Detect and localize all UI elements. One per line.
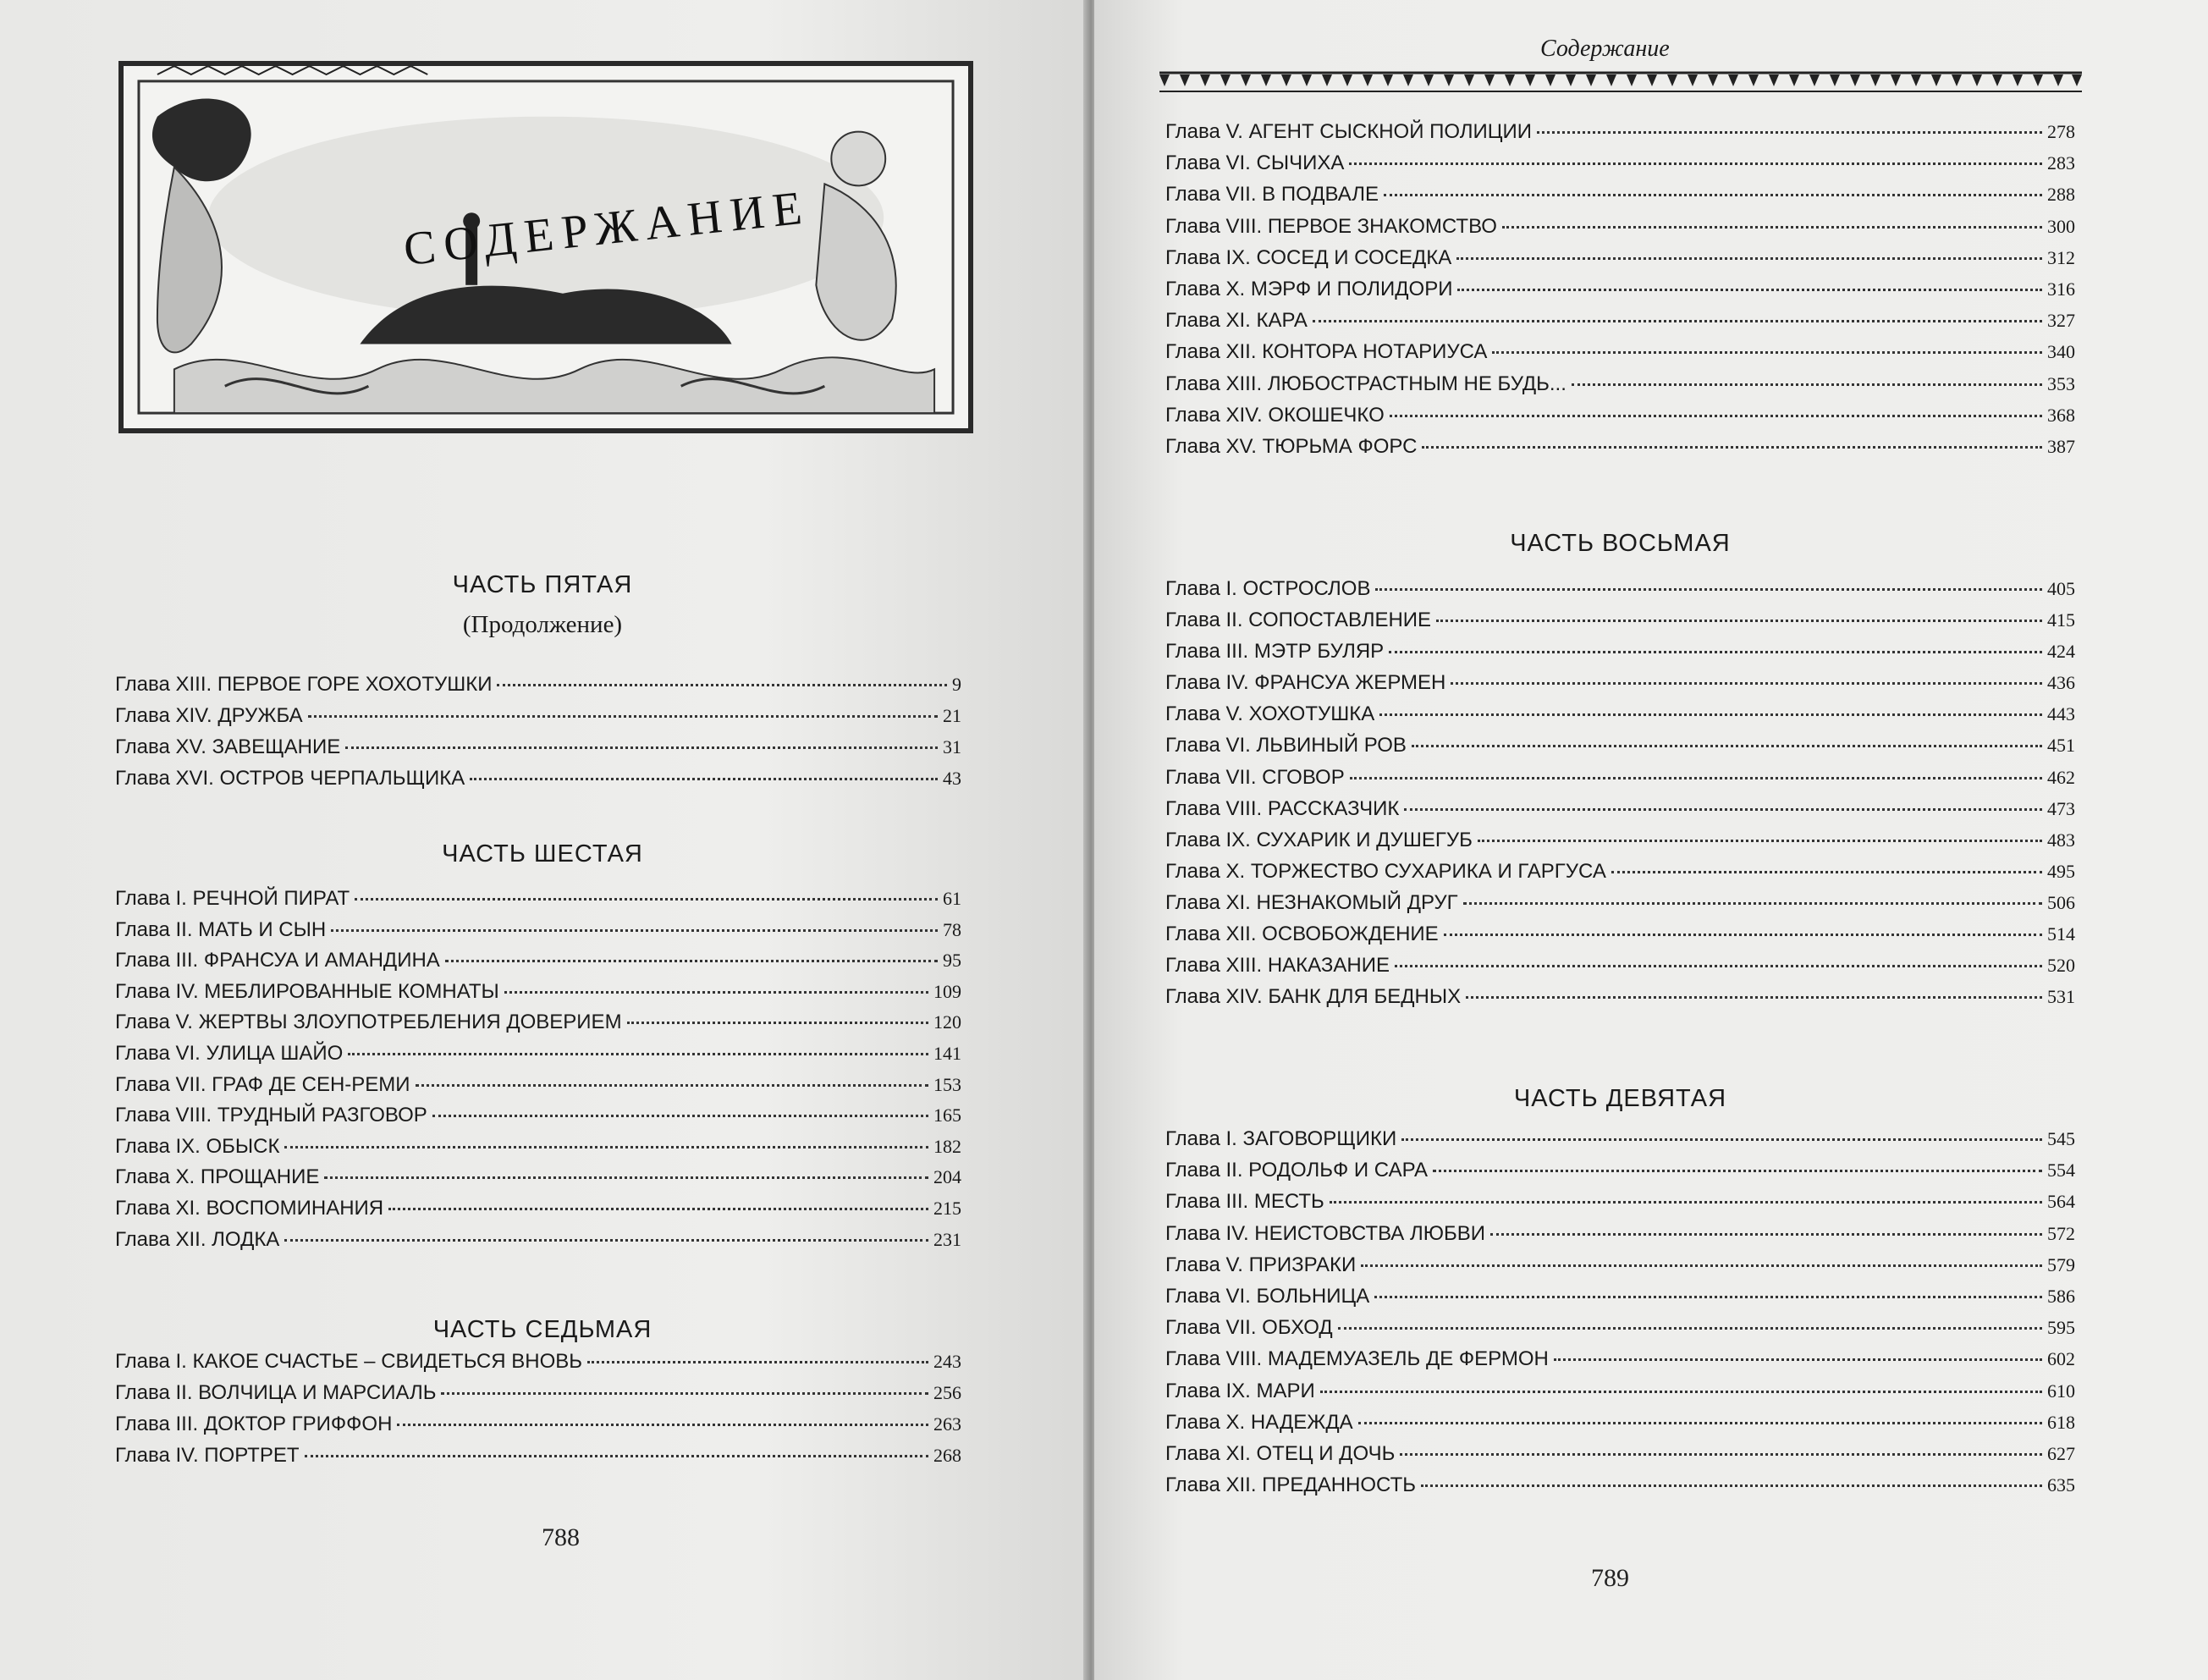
- toc-entry: [115, 949, 961, 980]
- toc-entry: [1165, 1222, 2075, 1253]
- dot-leader: [1379, 713, 2042, 716]
- chapter-title: Глава III. ДОКТОР ГРИФФОН: [115, 1413, 393, 1435]
- toc-entry: [1165, 923, 2075, 954]
- page-ref: 405: [2047, 578, 2075, 599]
- page-ref: 204: [933, 1166, 961, 1188]
- page-ref: 506: [2047, 891, 2075, 913]
- toc-entry: [115, 1228, 961, 1259]
- page-ref: 95: [943, 950, 961, 972]
- page-ref: 436: [2047, 672, 2075, 694]
- page-ref: 415: [2047, 609, 2075, 631]
- chapter-title: Глава I. ЗАГОВОРЩИКИ: [1165, 1127, 1397, 1150]
- chapter-title: Глава XII. ОСВОБОЖДЕНИЕ: [1165, 923, 1439, 946]
- page-ref: 120: [933, 1011, 961, 1033]
- toc-entry: [1165, 372, 2075, 404]
- toc-entry: [1165, 1473, 2075, 1505]
- dot-leader: [1313, 320, 2042, 322]
- page-ref: 31: [943, 736, 961, 757]
- running-header: Содержание: [1540, 36, 1670, 62]
- chapter-title: Глава VIII. ПЕРВОЕ ЗНАКОМСТВО: [1165, 214, 1497, 238]
- page-ref: 451: [2047, 735, 2075, 757]
- page-ref: 9: [952, 674, 961, 695]
- page-ref: 495: [2047, 860, 2075, 882]
- dot-leader: [284, 1239, 928, 1242]
- dot-leader: [1404, 808, 2042, 811]
- dot-leader: [432, 1115, 928, 1117]
- chapter-title: Глава XIV. ОКОШЕЧКО: [1165, 403, 1385, 427]
- page-ref: 78: [943, 918, 961, 940]
- chapter-title: Глава XII. КОНТОРА НОТАРИУСА: [1165, 340, 1488, 364]
- page-ref: 579: [2047, 1253, 2075, 1275]
- dot-leader: [1456, 257, 2042, 260]
- toc-entry: [115, 980, 961, 1011]
- chapter-title: Глава IX. МАРИ: [1165, 1379, 1315, 1402]
- dot-leader: [1401, 1138, 2042, 1141]
- toc-entry: [115, 1104, 961, 1135]
- dot-leader: [1490, 1233, 2042, 1236]
- dot-leader: [1554, 1358, 2042, 1361]
- toc-entry: [115, 1444, 961, 1475]
- toc-entry: [1165, 309, 2075, 340]
- toc-entry: [1165, 577, 2075, 609]
- section-heading: ЧАСТЬ ШЕСТАЯ: [442, 840, 643, 868]
- chapter-title: Глава II. ВОЛЧИЦА И МАРСИАЛЬ: [115, 1381, 437, 1404]
- dot-leader: [355, 898, 938, 901]
- dot-leader: [1492, 351, 2042, 354]
- chapter-title: Глава VI. БОЛЬНИЦА: [1165, 1284, 1370, 1308]
- chapter-title: Глава IX. СОСЕД И СОСЕДКА: [1165, 245, 1452, 269]
- dot-leader: [397, 1424, 928, 1426]
- page-ref: 165: [933, 1104, 961, 1126]
- chapter-title: Глава III. МЕСТЬ: [1165, 1190, 1324, 1214]
- page-ref: 263: [933, 1413, 961, 1435]
- dot-leader: [1338, 1327, 2042, 1330]
- dot-leader: [388, 1208, 928, 1210]
- dot-leader: [1572, 383, 2042, 386]
- page-ref: 141: [933, 1042, 961, 1064]
- toc-entry: [1165, 860, 2075, 891]
- dot-leader: [1611, 871, 2042, 873]
- dot-leader: [1350, 777, 2042, 779]
- page-ref: 312: [2047, 246, 2075, 268]
- toc-entry: [1165, 1411, 2075, 1442]
- page-ref: 316: [2047, 278, 2075, 300]
- page-ref: 182: [933, 1135, 961, 1157]
- chapter-title: Глава VI. СЫЧИХА: [1165, 151, 1345, 175]
- toc-list: [1165, 120, 2075, 466]
- page-ref: 340: [2047, 341, 2075, 363]
- dot-leader: [1422, 446, 2042, 449]
- page-ref: 43: [943, 768, 961, 789]
- toc-entry: [115, 673, 961, 704]
- chapter-title: Глава XIII. ЛЮБОСТРАСТНЫМ НЕ БУДЬ...: [1165, 372, 1567, 395]
- toc-list: [1165, 577, 2075, 1016]
- chapter-title: Глава VII. ГРАФ ДЕ СЕН-РЕМИ: [115, 1072, 410, 1096]
- dot-leader: [1330, 1201, 2042, 1204]
- chapter-title: Глава VIII. МАДЕМУАЗЕЛЬ ДЕ ФЕРМОН: [1165, 1347, 1549, 1371]
- dot-leader: [627, 1022, 928, 1024]
- dot-leader: [1457, 289, 2042, 291]
- dot-leader: [1463, 902, 2042, 905]
- toc-entry: [1165, 278, 2075, 309]
- toc-entry: [115, 1413, 961, 1444]
- toc-entry: [115, 767, 961, 798]
- dot-leader: [348, 1053, 928, 1055]
- chapter-title: Глава XIII. ПЕРВОЕ ГОРЕ ХОХОТУШКИ: [115, 673, 493, 696]
- toc-entry: [1165, 671, 2075, 702]
- toc-entry: [1165, 640, 2075, 671]
- toc-entry: [115, 1197, 961, 1228]
- toc-entry: [1165, 404, 2075, 435]
- toc-entry: [115, 918, 961, 950]
- dot-leader: [504, 991, 928, 994]
- chapter-title: Глава IV. МЕБЛИРОВАННЫЕ КОМНАТЫ: [115, 979, 499, 1003]
- page-ref: 21: [943, 705, 961, 726]
- dot-leader: [284, 1146, 928, 1148]
- page-ref: 554: [2047, 1159, 2075, 1182]
- toc-entry: [1165, 340, 2075, 372]
- dot-leader: [308, 715, 938, 718]
- chapter-title: Глава VI. ЛЬВИНЫЙ РОВ: [1165, 734, 1407, 757]
- dot-leader: [1466, 996, 2042, 999]
- chapter-title: Глава X. ПРОЩАНИЕ: [115, 1165, 320, 1189]
- dot-leader: [1390, 415, 2042, 417]
- dot-leader: [1502, 226, 2042, 229]
- page-ref: 288: [2047, 184, 2075, 206]
- toc-entry: [115, 704, 961, 735]
- dot-leader: [1537, 131, 2042, 134]
- toc-entry: [1165, 766, 2075, 797]
- chapter-title: Глава V. ПРИЗРАКИ: [1165, 1253, 1357, 1276]
- chapter-title: Глава III. ФРАНСУА И АМАНДИНА: [115, 949, 440, 972]
- dot-leader: [1361, 1264, 2042, 1267]
- page-ref: 368: [2047, 404, 2075, 426]
- toc-list: [1165, 1127, 2075, 1505]
- toc-entry: [1165, 797, 2075, 829]
- dot-leader: [1451, 682, 2042, 685]
- dot-leader: [1436, 620, 2042, 622]
- page-ref: 424: [2047, 641, 2075, 663]
- dot-leader: [345, 746, 938, 749]
- title-vignette: [118, 61, 973, 433]
- toc-list: [115, 887, 961, 1259]
- page-number: 788: [542, 1523, 580, 1551]
- toc-entry: [1165, 215, 2075, 246]
- vignette-title: СОДЕРЖАНИЕ: [401, 180, 813, 277]
- page-ref: 635: [2047, 1474, 2075, 1496]
- toc-entry: [115, 1381, 961, 1413]
- toc-entry: [1165, 246, 2075, 278]
- page-ref: 153: [933, 1073, 961, 1095]
- page-ref: 353: [2047, 372, 2075, 394]
- page-number: 789: [1591, 1564, 1629, 1592]
- dot-leader: [1375, 588, 2042, 591]
- chapter-title: Глава VIII. ТРУДНЫЙ РАЗГОВОР: [115, 1104, 427, 1127]
- toc-entry: [1165, 120, 2075, 151]
- dot-leader: [1374, 1296, 2042, 1298]
- dot-leader: [305, 1455, 929, 1457]
- dot-leader: [324, 1176, 928, 1179]
- section-heading: ЧАСТЬ СЕДЬМАЯ: [432, 1316, 652, 1343]
- toc-entry: [115, 887, 961, 918]
- page-ref: 231: [933, 1228, 961, 1250]
- toc-entry: [1165, 891, 2075, 923]
- dot-leader: [1395, 965, 2042, 967]
- page-ref: 61: [943, 888, 961, 909]
- section-heading: ЧАСТЬ ДЕВЯТАЯ: [1513, 1085, 1727, 1112]
- chapter-title: Глава V. АГЕНТ СЫСКНОЙ ПОЛИЦИИ: [1165, 120, 1533, 143]
- page-ref: 462: [2047, 766, 2075, 788]
- chapter-title: Глава IV. НЕИСТОВСТВА ЛЮБВИ: [1165, 1221, 1485, 1245]
- page-ref: 531: [2047, 986, 2075, 1008]
- chapter-title: Глава XI. КАРА: [1165, 309, 1308, 333]
- page-ref: 327: [2047, 310, 2075, 332]
- chapter-title: Глава XII. ПРЕДАННОСТЬ: [1165, 1473, 1416, 1497]
- chapter-title: Глава VI. УЛИЦА ШАЙО: [115, 1041, 344, 1065]
- dot-leader: [1384, 194, 2042, 196]
- dot-leader: [1421, 1484, 2042, 1487]
- chapter-title: Глава II. СОПОСТАВЛЕНИЕ: [1165, 609, 1432, 632]
- dot-leader: [1358, 1422, 2042, 1424]
- page-ref: 602: [2047, 1348, 2075, 1370]
- chapter-title: Глава IV. ФРАНСУА ЖЕРМЕН: [1165, 671, 1446, 695]
- dot-leader: [470, 778, 938, 780]
- page-ref: 300: [2047, 215, 2075, 237]
- dot-leader: [445, 960, 938, 962]
- dot-leader: [1478, 840, 2042, 842]
- header-ornament-rule: [1159, 69, 2082, 95]
- chapter-title: Глава VII. В ПОДВАЛЕ: [1165, 183, 1379, 207]
- chapter-title: Глава III. МЭТР БУЛЯР: [1165, 640, 1385, 664]
- page-ref: 618: [2047, 1411, 2075, 1433]
- chapter-title: Глава X. НАДЕЖДА: [1165, 1410, 1353, 1434]
- chapter-title: Глава I. КАКОЕ СЧАСТЬЕ – СВИДЕТЬСЯ ВНОВЬ: [115, 1350, 583, 1373]
- dot-leader: [1433, 1170, 2042, 1172]
- chapter-title: Глава XII. ЛОДКА: [115, 1227, 280, 1251]
- toc-entry: [115, 1073, 961, 1104]
- toc-entry: [1165, 1347, 2075, 1379]
- dot-leader: [416, 1084, 928, 1087]
- toc-entry: [115, 1042, 961, 1073]
- toc-entry: [115, 1350, 961, 1381]
- chapter-title: Глава XI. ВОСПОМИНАНИЯ: [115, 1196, 384, 1220]
- chapter-title: Глава V. ЖЕРТВЫ ЗЛОУПОТРЕБЛЕНИЯ ДОВЕРИЕМ: [115, 1011, 622, 1034]
- dot-leader: [497, 684, 947, 686]
- chapter-title: Глава VII. СГОВОР: [1165, 765, 1345, 789]
- page-ref: 283: [2047, 152, 2075, 174]
- chapter-title: Глава IX. ОБЫСК: [115, 1134, 280, 1158]
- toc-entry: [1165, 151, 2075, 183]
- toc-entry: [115, 1165, 961, 1197]
- dot-leader: [1444, 934, 2042, 936]
- page-ref: 256: [933, 1382, 961, 1403]
- chapter-title: Глава XIV. БАНК ДЛЯ БЕДНЫХ: [1165, 985, 1462, 1009]
- page-ref: 387: [2047, 435, 2075, 457]
- page-ref: 483: [2047, 829, 2075, 851]
- toc-entry: [1165, 1190, 2075, 1221]
- dot-leader: [331, 929, 938, 932]
- dot-leader: [1349, 162, 2042, 165]
- toc-entry: [1165, 1316, 2075, 1347]
- dot-leader: [1389, 651, 2042, 653]
- toc-entry: [1165, 734, 2075, 765]
- chapter-title: Глава VIII. РАССКАЗЧИК: [1165, 796, 1400, 820]
- left-page: [0, 0, 1087, 1680]
- toc-list: [115, 673, 961, 798]
- chapter-title: Глава IV. ПОРТРЕТ: [115, 1444, 300, 1467]
- page-ref: 109: [933, 980, 961, 1002]
- chapter-title: Глава I. РЕЧНОЙ ПИРАТ: [115, 887, 350, 910]
- page-ref: 564: [2047, 1191, 2075, 1213]
- page-ref: 627: [2047, 1442, 2075, 1464]
- page-ref: 268: [933, 1445, 961, 1466]
- toc-entry: [1165, 609, 2075, 640]
- toc-entry: [1165, 183, 2075, 214]
- dot-leader: [1320, 1391, 2042, 1393]
- toc-entry: [1165, 702, 2075, 734]
- chapter-title: Глава XIV. ДРУЖБА: [115, 704, 303, 727]
- section-heading: ЧАСТЬ ПЯТАЯ: [452, 571, 633, 598]
- chapter-title: Глава XV. ТЮРЬМА ФОРС: [1165, 434, 1418, 458]
- page-ref: 215: [933, 1197, 961, 1219]
- toc-entry: [115, 735, 961, 767]
- chapter-title: Глава XI. ОТЕЦ И ДОЧЬ: [1165, 1441, 1396, 1465]
- dot-leader: [1400, 1453, 2042, 1456]
- page-ref: 473: [2047, 797, 2075, 819]
- chapter-title: Глава II. МАТЬ И СЫН: [115, 917, 327, 941]
- toc-entry: [1165, 1285, 2075, 1316]
- toc-list: [115, 1350, 961, 1475]
- page-ref: 243: [933, 1351, 961, 1372]
- page-ref: 520: [2047, 955, 2075, 977]
- dot-leader: [587, 1361, 928, 1363]
- toc-entry: [1165, 435, 2075, 466]
- toc-entry: [1165, 1442, 2075, 1473]
- page-ref: 595: [2047, 1317, 2075, 1339]
- toc-entry: [1165, 985, 2075, 1016]
- dot-leader: [441, 1392, 928, 1395]
- page-ref: 586: [2047, 1285, 2075, 1307]
- page-ref: 572: [2047, 1222, 2075, 1244]
- chapter-title: Глава I. ОСТРОСЛОВ: [1165, 577, 1371, 600]
- chapter-title: Глава X. МЭРФ И ПОЛИДОРИ: [1165, 277, 1453, 300]
- chapter-title: Глава VII. ОБХОД: [1165, 1316, 1333, 1340]
- toc-entry: [1165, 829, 2075, 860]
- chapter-title: Глава IX. СУХАРИК И ДУШЕГУБ: [1165, 828, 1473, 851]
- toc-entry: [1165, 1127, 2075, 1159]
- page-ref: 278: [2047, 121, 2075, 142]
- page-ref: 545: [2047, 1128, 2075, 1149]
- section-subheading: (Продолжение): [462, 611, 623, 638]
- toc-entry: [115, 1011, 961, 1042]
- page-ref: 514: [2047, 923, 2075, 945]
- chapter-title: Глава XI. НЕЗНАКОМЫЙ ДРУГ: [1165, 890, 1458, 914]
- toc-entry: [1165, 1159, 2075, 1190]
- toc-entry: [115, 1135, 961, 1166]
- chapter-title: Глава XV. ЗАВЕЩАНИЕ: [115, 735, 341, 758]
- section-heading: ЧАСТЬ ВОСЬМАЯ: [1510, 530, 1731, 557]
- page-ref: 610: [2047, 1380, 2075, 1402]
- toc-entry: [1165, 1380, 2075, 1411]
- dot-leader: [1412, 745, 2042, 747]
- chapter-title: Глава XIII. НАКАЗАНИЕ: [1165, 954, 1390, 978]
- chapter-title: Глава X. ТОРЖЕСТВО СУХАРИКА И ГАРГУСА: [1165, 859, 1606, 883]
- chapter-title: Глава II. РОДОЛЬФ И САРА: [1165, 1159, 1428, 1182]
- chapter-title: Глава XVI. ОСТРОВ ЧЕРПАЛЬЩИКА: [115, 767, 465, 790]
- page-ref: 443: [2047, 703, 2075, 725]
- chapter-title: Глава V. ХОХОТУШКА: [1165, 702, 1375, 726]
- toc-entry: [1165, 1253, 2075, 1285]
- toc-entry: [1165, 954, 2075, 985]
